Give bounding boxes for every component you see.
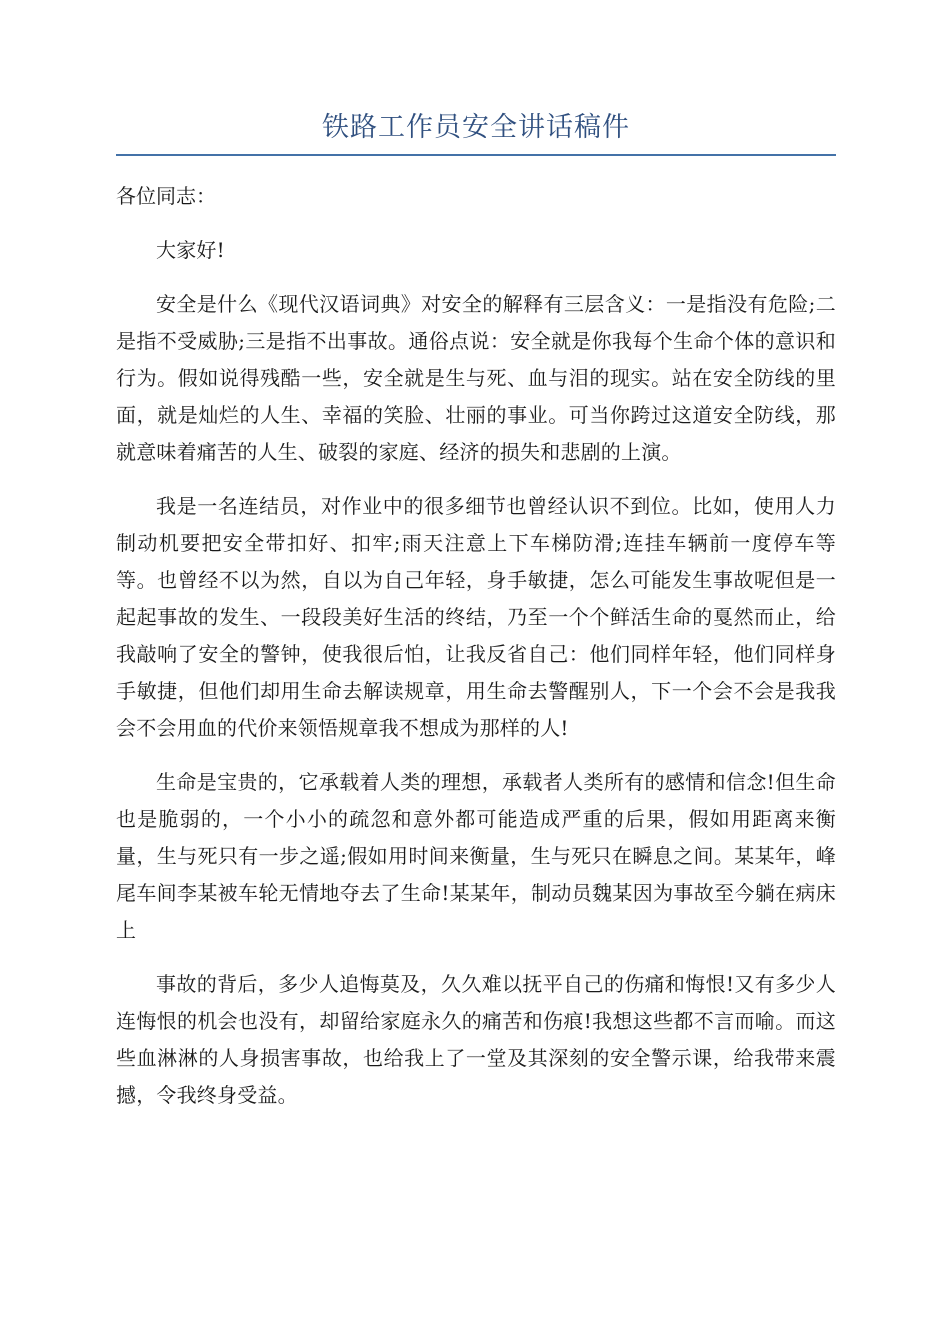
document-page: [116, 108, 836, 1114]
document-title: 铁路工作员安全讲话稿件: [322, 112, 630, 143]
paragraph-greeting: 大家好!: [156, 238, 225, 262]
paragraph-safety-definition: 安全是什么《现代汉语词典》对安全的解释有三层含义：一是指没有危险;二是指不受威胁;三是指不出事故。通俗点说：安全就是你我每个生命个体的意识和行为。假如说得残酷一些，安全就是生与死、血与泪的现实。站在安全防线的里面，就是灿烂的人生、幸福的笑脸、壮丽的事业。可当你跨过这道安全防线，那就意味着痛苦的人生、破裂的家庭、经济的损失和悲剧的上演。: [116, 292, 836, 464]
paragraph-value-of-life: 生命是宝贵的，它承载着人类的理想，承载者人类所有的感情和信念!但生命也是脆弱的，一个小小的疏忽和意外都可能造成严重的后果，假如用距离来衡量，生与死只有一步之遥;假如用时间来衡量，生与死只在瞬息之间。某某年，峰尾车间李某被车轮无情地夺去了生命!某某年，制动员魏某因为事故至今躺在病床上: [116, 770, 836, 942]
paragraph-accident-lessons: 事故的背后，多少人追悔莫及，久久难以抚平自己的伤痛和悔恨!又有多少人连悔恨的机会也没有，却留给家庭永久的痛苦和伤痕!我想这些都不言而喻。而这些血淋淋的人身损害事故，也给我上了一堂及其深刻的安全警示课，给我带来震撼，令我终身受益。: [116, 972, 836, 1107]
paragraph-personal-experience: 我是一名连结员，对作业中的很多细节也曾经认识不到位。比如，使用人力制动机要把安全带扣好、扣牢;雨天注意上下车梯防滑;连挂车辆前一度停车等等。也曾经不以为然，自以为自己年轻，身手敏捷，怎么可能发生事故呢但是一起起事故的发生、一段段美好生活的终结，乃至一个个鲜活生命的戛然而止，给我敲响了安全的警钟，使我很后怕，让我反省自己：他们同样年轻，他们同样身手敏捷，但他们却用生命去解读规章，用生命去警醒别人，下一个会不会是我我会不会用血的代价来领悟规章我不想成为那样的人!: [116, 494, 836, 740]
salutation: 各位同志：: [116, 184, 216, 208]
title-underline: [116, 154, 836, 156]
